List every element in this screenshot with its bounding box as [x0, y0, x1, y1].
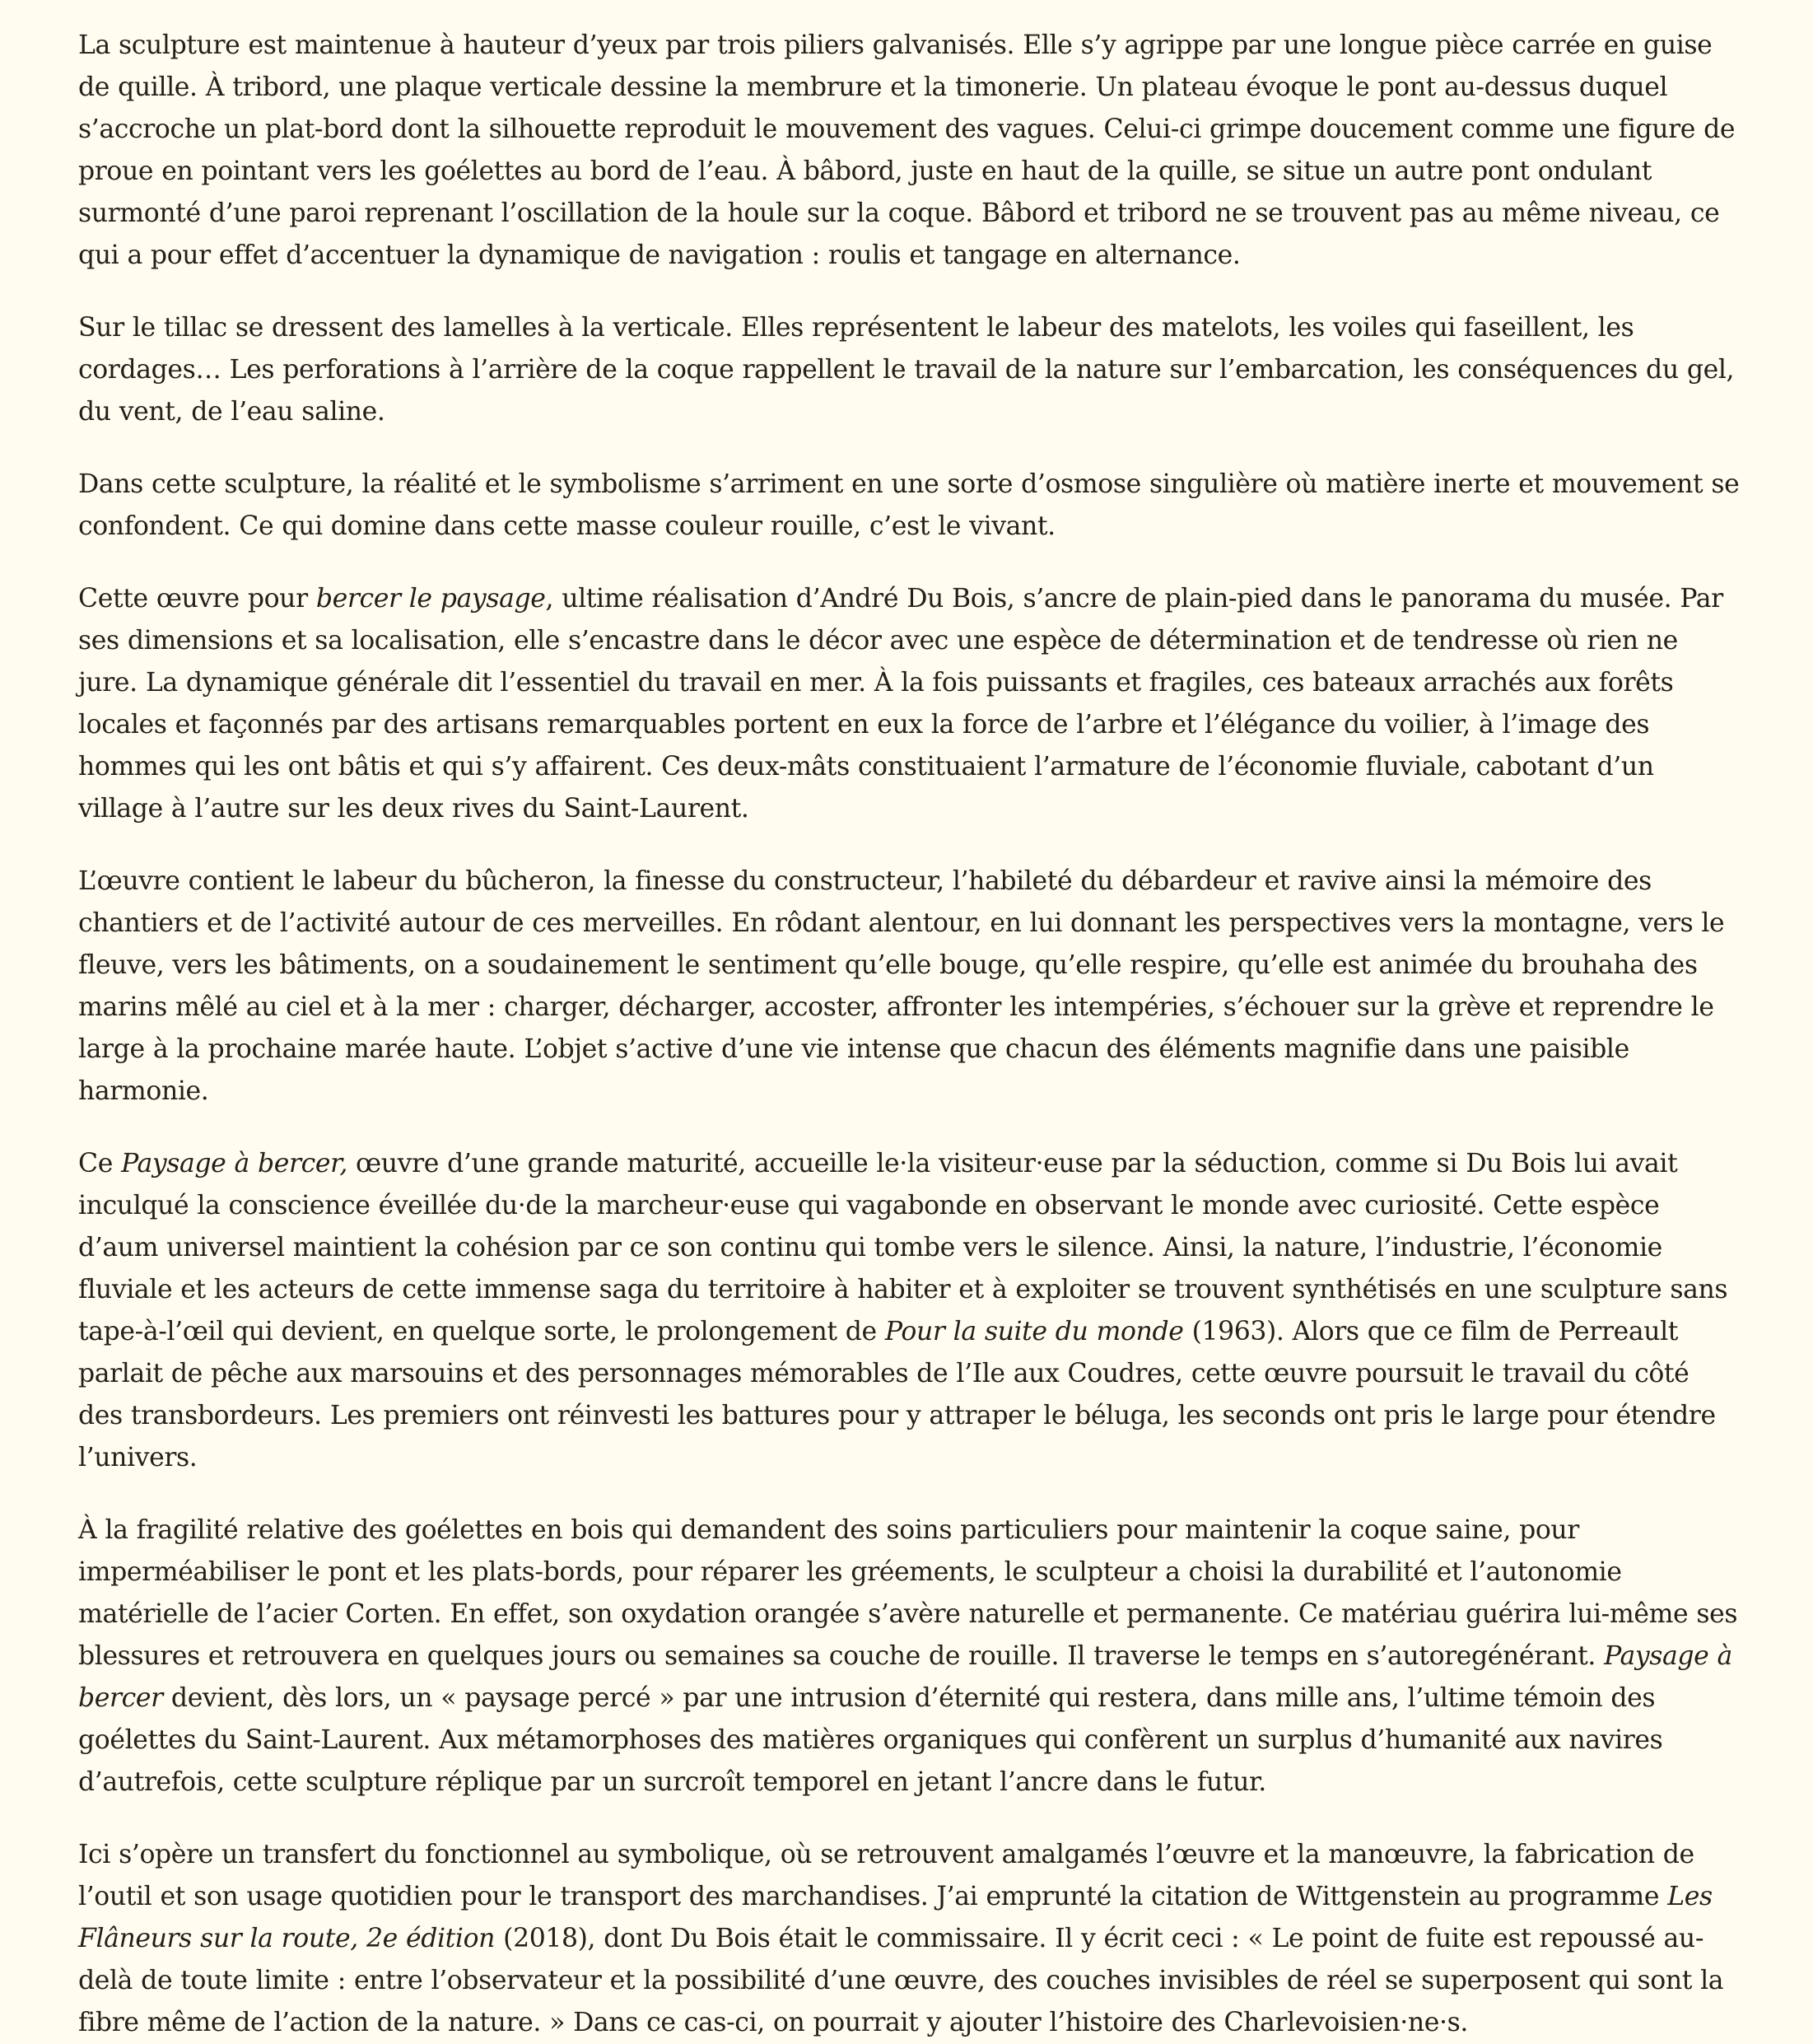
paragraph: [78, 464, 1741, 548]
paragraph-text: devient, dès lors, un « paysage percé » par une intrusion d’éternité qui restera, dans mille ans, l’ultime témoin des goélettes du Saint-Laurent. Aux métamorphoses des matières organiques qui confèrent un surplus d’humanité aux navires d’autrefois, cette sculpture réplique par un surcroît temporel en jetant l’ancre dans le futur.: [78, 1683, 1663, 1797]
paragraph: [78, 25, 1741, 277]
paragraph: [78, 861, 1741, 1113]
paragraph: [78, 1510, 1741, 1804]
work-title: Paysage à bercer: [78, 1641, 1732, 1713]
paragraph-text: À la fragilité relative des goélettes en bois qui demandent des soins particuliers pour maintenir la coque saine, pour imperméabiliser le pont et les plats-bords, pour réparer les gréements, le sculpteur a choisi la durabilité et l’autonomie matérielle de l’acier Corten. En effet, son oxydation orangée s’avère naturelle et permanente. Ce matériau guérira lui-même ses blessures et retrouvera en quelques jours ou semaines sa couche de rouille. Il traverse le temps en s’autoregénérant.: [78, 1515, 1738, 1671]
paragraph-text: (1963). Alors que ce film de Perreault parlait de pêche aux marsouins et des personnages mémorables de l’Ile aux Coudres, cette œuvre poursuit le travail du côté des transbordeurs. Les premiers ont réinvesti les battures pour y attraper le béluga, les seconds ont pris le large pour étendre l’univers.: [78, 1317, 1716, 1472]
paragraph-text: œuvre d’une grande maturité, accueille le·la visiteur·euse par la séduction, comme si Du Bois lui avait inculqué la conscience éveillée du·de la marcheur·euse qui vagabonde en observant le monde avec curiosité. Cette espèce d’aum universel maintient la cohésion par ce son continu qui tombe vers le silence. Ainsi, la nature, l’industrie, l’économie fluviale et les acteurs de cette immense saga du territoire à habiter et à exploiter se trouvent synthétisés en une sculpture sans tape-à-l’œil qui devient, en quelque sorte, le prolongement de: [78, 1149, 1728, 1346]
paragraph-text: , ultime réalisation d’André Du Bois, s’ancre de plain-pied dans le panorama du musée. Par ses dimensions et sa localisation, elle s’encastre dans le décor avec une espèce de détermination et de tendresse où rien ne jure. La dynamique générale dit l’essentiel du travail en mer. À la fois puissants et fragiles, ces bateaux arrachés aux forêts locales et façonnés par des artisans remarquables portent en eux la force de l’arbre et l’élégance du voilier, à l’image des hommes qui les ont bâtis et qui s’y affairent. Ces deux-mâts constituaient l’armature de l’économie fluviale, cabotant d’un village à l’autre sur les deux rives du Saint-Laurent.: [78, 584, 1723, 824]
paragraph-text: Sur le tillac se dressent des lamelles à la verticale. Elles représentent le labeur des matelots, les voiles qui faseillent, les cordages… Les perforations à l’arrière de la coque rappellent le travail de la nature sur l’embarcation, les conséquences du gel, du vent, de l’eau saline.: [78, 313, 1735, 427]
paragraph: [78, 1834, 1741, 2044]
paragraph-text: Ce: [78, 1149, 122, 1178]
paragraph: [78, 1143, 1741, 1479]
work-title: Pour la suite du monde: [884, 1317, 1184, 1346]
paragraph-text: (2018), dont Du Bois était le commissaire. Il y écrit ceci : « Le point de fuite est repoussé au-delà de toute limite : entre l’observateur et la possibilité d’une œuvre, des couches invisibles de réel se superposent qui sont la fibre même de l’action de la nature. » Dans ce cas-ci, on pourrait y ajouter l’histoire des Charlevoisien·ne·s.: [78, 1924, 1724, 2037]
paragraph-text: Cette œuvre pour: [78, 584, 316, 614]
paragraph: [78, 307, 1741, 433]
work-title: Les Flâneurs sur la route, 2e édition: [78, 1882, 1713, 1953]
work-title: Paysage à bercer,: [121, 1149, 347, 1178]
article-body: [78, 25, 1741, 2044]
paragraph-text: Dans cette sculpture, la réalité et le symbolisme s’arriment en une sorte d’osmose singulière où matière inerte et mouvement se confondent. Ce qui domine dans cette masse couleur rouille, c’est le vivant.: [78, 469, 1740, 541]
paragraph-text: L’œuvre contient le labeur du bûcheron, la finesse du constructeur, l’habileté du débardeur et ravive ainsi la mémoire des chantiers et de l’activité autour de ces merveilles. En rôdant alentour, en lui donnant les perspectives vers la montagne, vers le fleuve, vers les bâtiments, on a soudainement le sentiment qu’elle bouge, qu’elle respire, qu’elle est animée du brouhaha des marins mêlé au ciel et à la mer : charger, décharger, accoster, affronter les intempéries, s’échouer sur la grève et reprendre le large à la prochaine marée haute. L’objet s’active d’une vie intense que chacun des éléments magnifie dans une paisible harmonie.: [78, 866, 1725, 1106]
work-title: bercer le paysage: [315, 584, 546, 614]
paragraph-text: Ici s’opère un transfert du fonctionnel au symbolique, où se retrouvent amalgamés l’œuvre et la manœuvre, la fabrication de l’outil et son usage quotidien pour le transport des marchandises. J’ai emprunté la citation de Wittgenstein au programme: [78, 1840, 1694, 1911]
paragraph: [78, 578, 1741, 830]
paragraph-text: La sculpture est maintenue à hauteur d’yeux par trois piliers galvanisés. Elle s’y agrippe par une longue pièce carrée en guise de quille. À tribord, une plaque verticale dessine la membrure et la timonerie. Un plateau évoque le pont au-dessus duquel s’accroche un plat-bord dont la silhouette reproduit le mouvement des vagues. Celui-ci grimpe doucement comme une figure de proue en pointant vers les goélettes au bord de l’eau. À bâbord, juste en haut de la quille, se situe un autre pont ondulant surmonté d’une paroi reprenant l’oscillation de la houle sur la coque. Bâbord et tribord ne se trouvent pas au même niveau, ce qui a pour effet d’accentuer la dynamique de navigation : roulis et tangage en alternance.: [78, 30, 1736, 270]
